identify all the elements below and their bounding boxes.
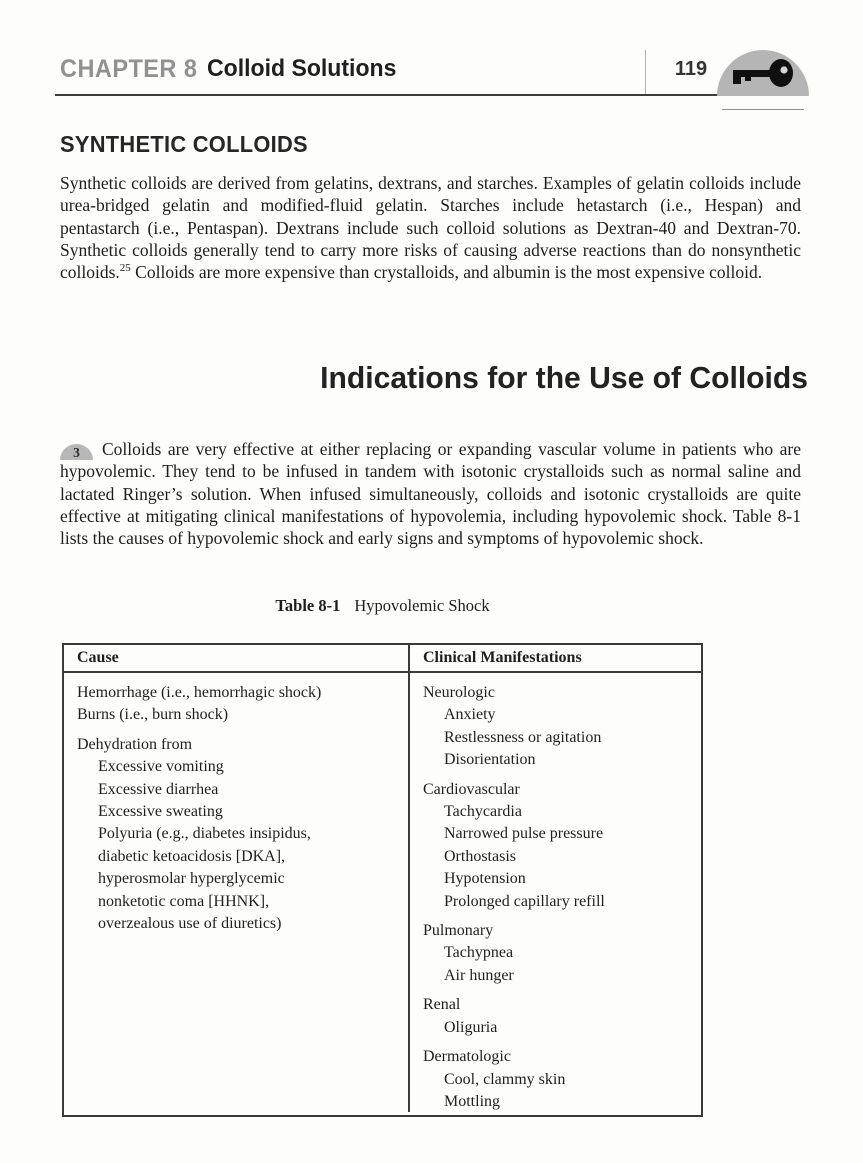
- table-cell-line: Excessive vomiting: [98, 758, 224, 776]
- table-cell-line: Tachycardia: [444, 803, 522, 821]
- paragraph-text: Colloids are more expensive than crystalloids, and albumin is the most expensive colloid.: [130, 262, 763, 283]
- table-cell-line: hyperosmolar hyperglycemic: [98, 870, 285, 888]
- table-cell-line: Narrowed pulse pressure: [444, 825, 604, 843]
- table-cell-line: Excessive sweating: [98, 803, 223, 821]
- table-cell-line: Air hunger: [444, 966, 514, 984]
- table-cell-line: Mottling: [444, 1092, 501, 1110]
- section-heading-synthetic-colloids: SYNTHETIC COLLOIDS: [60, 131, 308, 157]
- chapter-title: Colloid Solutions: [207, 55, 397, 82]
- table-cell-line: Cardiovascular: [423, 780, 520, 798]
- table-cell-line: Disorientation: [444, 751, 536, 769]
- table-cell-line: Tachypnea: [444, 944, 514, 962]
- table-cell-line: Dermatologic: [423, 1048, 511, 1066]
- header-divider: [645, 50, 646, 95]
- key-dome-badge: [717, 50, 809, 96]
- dome-underline: [722, 109, 804, 110]
- table-caption: [62, 596, 703, 616]
- table-cell-line: Pulmonary: [423, 922, 494, 940]
- table-cell-line: Prolonged capillary refill: [444, 892, 605, 910]
- table-body: [64, 673, 701, 1112]
- page-number: 119: [674, 58, 708, 80]
- section-heading-indications: Indications for the Use of Colloids: [320, 360, 808, 395]
- table-caption-title: Hypovolemic Shock: [354, 596, 490, 615]
- paragraph-text: Synthetic colloids are derived from gelatins, dextrans, and starches. Examples of gelatin colloids include urea-bridged gelatin and modified-fluid gelatin. Starches include hetastarch (i.e., Hespan) and pentastarch (i.e., Pentaspan). Dextrans include such colloid solutions as Dextran-40 and Dextran-70. Synthetic colloids generally tend to carry more risks of causing adverse reactions than do nonsynthetic colloids.: [60, 173, 801, 283]
- key-icon: [728, 57, 798, 91]
- table-cell-line: Renal: [423, 996, 461, 1014]
- key-point-number: 3: [73, 445, 80, 460]
- table-cell-line: Polyuria (e.g., diabetes insipidus,: [98, 825, 311, 843]
- table-cell-line: Hemorrhage (i.e., hemorrhagic shock): [77, 684, 322, 701]
- header-rule: [55, 94, 718, 96]
- table-cell-line: Excessive diarrhea: [98, 780, 219, 798]
- table-cell-line: Neurologic: [423, 684, 495, 701]
- table-cell-line: Anxiety: [444, 706, 496, 724]
- key-point-3-badge: [60, 444, 93, 460]
- table-header-clinical-manifestations: Clinical Manifestations: [423, 649, 582, 666]
- table-column-clinical-manifestations: [410, 673, 701, 1112]
- indications-paragraph: [60, 438, 801, 549]
- table-column-cause: [64, 673, 410, 1112]
- table-cell-line: Cool, clammy skin: [444, 1070, 566, 1088]
- hypovolemic-shock-table: [62, 643, 703, 1117]
- table-cell-line: Hypotension: [444, 870, 526, 888]
- table-cell-line: Burns (i.e., burn shock): [77, 706, 229, 724]
- table-header-row: [64, 645, 701, 673]
- table-cell-line: Orthostasis: [444, 847, 516, 865]
- footnote-reference: 25: [119, 262, 131, 275]
- table-cell-line: Oliguria: [444, 1018, 498, 1036]
- synthetic-colloids-paragraph: [60, 172, 801, 283]
- table-cell-line: Dehydration from: [77, 735, 193, 753]
- table-cell-line: overzealous use of diuretics): [98, 915, 282, 933]
- table-caption-label: Table 8-1: [275, 596, 341, 615]
- table-cell-line: nonketotic coma [HHNK],: [98, 892, 270, 910]
- table-header-cause: Cause: [64, 645, 410, 671]
- table-cell-line: Restlessness or agitation: [444, 728, 602, 746]
- chapter-label: CHAPTER 8: [60, 55, 198, 83]
- paragraph-text: Colloids are very effective at either replacing or expanding vascular volume in patients who are hypovolemic. They tend to be infused in tandem with isotonic crystalloids such as normal saline and lactated Ringer’s solution. When infused simultaneously, colloids and isotonic crystalloids are quite effective at mitigating clinical manifestations of hypovolemia, including hypovolemic shock. Table 8-1 lists the causes of hypovolemic shock and early signs and symptoms of hypovolemic shock.: [60, 439, 801, 549]
- table-cell-line: diabetic ketoacidosis [DKA],: [98, 847, 286, 865]
